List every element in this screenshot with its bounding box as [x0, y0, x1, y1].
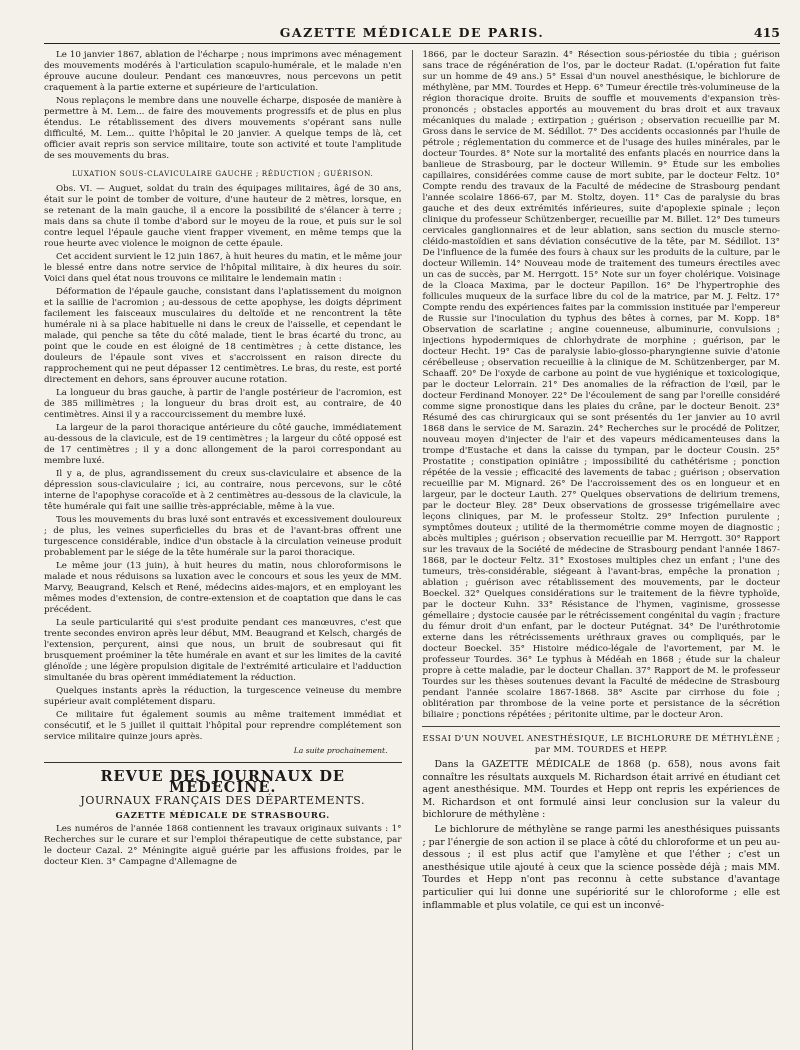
page-number: 415 [753, 25, 780, 40]
revue-subtitle: JOURNAUX FRANÇAIS DES DÉPARTEMENTS. [80, 794, 366, 807]
section-heading: LUXATION SOUS-CLAVICULAIRE GAUCHE ; RÉDUCTION ; GUÉRISON. [72, 169, 374, 178]
divider [422, 726, 780, 727]
journal-section-title: GAZETTE MÉDICALE DE STRASBOURG. [115, 810, 330, 820]
divider [44, 762, 402, 763]
article-authors: par MM. TOURDES et HEPP. [534, 744, 668, 754]
paragraph: Tous les mouvements du bras luxé sont entravés et excessivement douloureux ; de plus, les veines superficielles du bras et de l'avant-bras offrent une turgescence considérable, indice d'un obstacle à la circulation veineuse produit probablement par le siége de la tête humérale sur la paroi thoracique. [44, 515, 402, 558]
paragraph: Les numéros de l'année 1868 contiennent les travaux originaux suivants : 1° Recherches sur le curare et sur l'emploi thérapeutique de cette substance, par le docteur Cazal. 2° Méningite aiguë guérie par les affusions froides, par le docteur Kien. 3° Campagne d'Allemagne de [44, 824, 402, 867]
column-divider [412, 50, 413, 1050]
paragraph: Obs. VI. — Auguet, soldat du train des équipages militaires, âgé de 30 ans, était sur le point de tomber de voiture, d'une hauteur de 2 mètres, lorsque, en se retenant de la main gauche, il a encore la possibilité de s'élancer à terre ; mais dans sa chute il tombe d'abord sur le moyeu de la roue, et puis sur le sol contre lequel l'épaule gauche vient frapper vivement, en même temps que la roue heurte avec violence le moignon de cette épaule. [44, 184, 402, 249]
paragraph: Le 10 janvier 1867, ablation de l'écharpe ; nous imprimons avec ménagement des mouvements modérés à l'articulation scapulo-humérale, et le malade n'en éprouve aucune douleur. Pendant ces manœuvres, nous percevons un petit craquement à la partie externe et supérieure de l'articulation. [44, 50, 402, 93]
paragraph: La seule particularité qui s'est produite pendant ces manœuvres, c'est que trente secondes environ après leur début, MM. Beaugrand et Kelsch, chargés de l'extension, perçurent, ainsi que nous, un bruit de soubresaut qui fit brusquement proéminer la tête humérale en avant et sur les limites de la cavité glénoïde ; une légère propulsion digitale de l'extrémité articulaire et l'adduction simultanée du bras opèrent immédiatement la réduction. [44, 618, 402, 683]
article-title-line: ESSAI D'UN NOUVEL ANESTHÉSIQUE, LE BICHLORURE DE MÉTHYLÈNE ; [422, 733, 780, 743]
paragraph: Le bichlorure de méthylène se range parmi les anesthésiques puissants ; par l'énergie de son action il se place à côté du chloroforme et un peu au-dessous ; il est plus actif que l'amylène et que l'éther ; c'est un anesthésique utile ajouté à ceux que la science possède déjà ; mais MM. Tourdes et Hepp n'ont pas reconnu à cette substance d'avantage particulier qui lui donne une supériorité sur le chloroforme ; elle est inflammable et plus volatile, ce qui est un inconvé- [422, 823, 780, 911]
paragraph: 1866, par le docteur Sarazin. 4° Résection sous-périostée du tibia ; guérison sans trace de régénération de l'os, par le docteur Radat. (L'opération fut faite sur un homme de 49 ans.) 5° Essai d'un nouvel anesthésique, le bichlorure de méthylène, par MM. Tourdes et Hepp. 6° Tumeur érectile très-volumineuse de la région thoracique droite. Bruits de souffle et mouvements d'expansion très-prononcés ; obstacles apportés au mouvement du bras droit et aux travaux mécaniques du malade ; extirpation ; guérison ; observation recueillie par M. Gross dans le service de M. Sédillot. 7° Des accidents occasionnés par l'huile de pétrole ; réglementation du commerce et de l'usage des huiles minérales, par le docteur Tourdes. 8° Note sur la mortalité des enfants placés en nourrice dans la banlieue de Strasbourg, par le docteur Willemin. 9° Étude sur les embolies capillaires, considérées comme cause de mort subite, par le docteur Feltz. 10° Compte rendu des travaux de la Faculté de médecine de Strasbourg pendant l'année scolaire 1866-67, par M. Stoltz, doyen. 11° Cas de paralysie du bras gauche et des deux extrémités inférieures, suite d'apoplexie spinale ; leçon clinique du professeur Schützenberger, recueillie par M. Billet. 12° Des tumeurs cervicales ganglionnaires et de leur ablation, sans section du muscle sterno-cléido-mastoïdien et sans déviation consécutive de la tête, par M. Sédillot. 13° De l'influence de la fumée des fours à chaux sur les produits de la culture, par le docteur Willemin. 14° Nouveau mode de traitement des tumeurs érectiles avec un cas de succès, par M. Herrgott. 15° Note sur un foyer cholérique. Voisinage de la Cloaca Maxima, par le docteur Papillon. 16° De l'hypertrophie des follicules muqueux de la surface libre du col de la matrice, par M. J. Feltz. 17° Compte rendu des expériences faites par la commission instituée par l'empereur de Russie sur l'inoculation du typhus des bêtes à cornes, par M. Kopp. 18° Observation de scarlatine ; angine couenneuse, albuminurie, convulsions ; injections hypodermiques de chlorhydrate de morphine ; guérison, par le docteur Hecht. 19° Cas de paralysie labio-glosso-pharyngienne suivie d'atonie cérébelleuse ; observation recueillie à la clinique de M. Schützenberger, par M. Schaaff. 20° De l'oxyde de carbone au point de vue hygiénique et toxicologique, par le docteur Lelorrain. 21° Des anomalies de la réfraction de l'œil, par le docteur Ferdinand Monoyer. 22° De l'écoulement de sang par l'oreille considéré comme signe pronostique dans les plaies du crâne, par le docteur Benoit. 23° Résumé des cas chirurgicaux qui se sont présentés du 1er janvier au 10 avril 1868 dans le service de M. Sarazin. 24° Recherches sur le procédé de Politzer, nouveau moyen d'injecter de l'air et des vapeurs médicamenteuses dans la trompe d'Eustache et dans la caisse du tympan, par le docteur Cousin. 25° Prostatite ; constipation opiniâtre ; impossibilité du cathétérisme ; ponction répétée de la vessie ; efficacité des lavements de tabac ; guérison ; observation recueillie par M. Mignard. 26° De l'accroissement des os en longueur et en largeur, par le docteur Lauth. 27° Quelques observations de delirium tremens, par le docteur Bley. 28° Deux observations de grossesse trigémellaire avec leçons cliniques, par M. le professeur Stoltz. 29° Infection purulente ; symptômes douteux ; utilité de la thermométrie comme moyen de diagnostic ; abcès multiples ; guérison ; observation recueillie par M. Herrgott. 30° Rapport sur les travaux de la Société de médecine de Strasbourg pendant l'année 1867-1868, par le docteur Feltz. 31° Exostoses multiples chez un enfant ; l'une des tumeurs, très-considérable, siégeant à l'avant-bras, empêche la pronation ; ablation ; guérison avec rétablissement des mouvements, par le docteur Boeckel. 32° Quelques considérations sur le traitement de la fièvre typhoïde, par le docteur Kuhn. 33° Résistance de l'hymen, vaginisme, grossesse gémellaire ; dystocie causée par le rétrécissement congénital du vagin ; fracture du fémur droit d'un enfant, par le docteur Putégnat. 34° De l'uréthrotomie externe dans les rétrécissements uréthraux graves ou compliqués, par le docteur Boeckel. 35° Histoire médico-légale de l'avortement, par M. le professeur Tourdes. 36° Le typhus à Médéah en 1868 ; étude sur la chaleur propre à cette maladie, par le docteur Challan. 37° Rapport de M. le professeur Tourdes sur les thèses soutenues devant la Faculté de médecine de Strasbourg pendant l'année scolaire 1867-1868. 38° Ascite par cirrhose du foie ; oblitération par thrombose de la veine porte et persistance de la sécrétion biliaire ; ponctions répétées ; péritonite ultime, par le docteur Aron. [422, 50, 780, 720]
left-column [44, 50, 402, 1050]
continuation-note: La suite prochainement. [293, 746, 388, 755]
paragraph: Quelques instants après la réduction, la turgescence veineuse du membre supérieur avait complétement disparu. [44, 686, 402, 707]
paragraph: La longueur du bras gauche, à partir de l'angle postérieur de l'acromion, est de 385 millimètres ; la longueur du bras droit est, au contraire, de 40 centimètres. Ainsi il y a raccourcissement du membre luxé. [44, 388, 402, 420]
revue-title: REVUE DES JOURNAUX DE MÉDECINE. [100, 768, 345, 796]
paragraph: La largeur de la paroi thoracique antérieure du côté gauche, immédiatement au-dessous de la clavicule, est de 19 centimètres ; la largeur du côté opposé est de 17 centimètres ; il y a donc allongement de la paroi correspondant au membre luxé. [44, 423, 402, 466]
article-title [422, 733, 780, 755]
page-header [44, 18, 780, 44]
paragraph: Déformation de l'épaule gauche, consistant dans l'aplatissement du moignon et la saillie de l'acromion ; au-dessous de cette apophyse, les doigts dépriment facilement les faisceaux musculaires du deltoïde et ne rencontrent la tête humérale ni à sa place habituelle ni dans le creux de l'aisselle, et cependant le malade, qui penche sa tête du côté malade, tient le bras écarté du tronc, au point que le coude en est éloigné de 18 centimètres ; à cette distance, les douleurs de l'épaule sont vives et s'accroissent en raison directe du rapprochement qui ne peut dépasser 12 centimètres. Le bras, du reste, est porté directement en dehors, sans éprouver aucune rotation. [44, 287, 402, 385]
paragraph: Cet accident survient le 12 juin 1867, à huit heures du matin, et le même jour le blessé entre dans notre service de l'hôpital militaire, à dix heures du soir. Voici dans quel état nous trouvons ce militaire le lendemain matin : [44, 252, 402, 284]
paragraph: Dans la GAZETTE MÉDICALE de 1868 (p. 658), nous avons fait connaître les résultats auxquels M. Richardson était arrivé en étudiant cet agent anesthésique. MM. Tourdes et Hepp ont repris les expériences de M. Richardson et ont formulé ainsi leur conclusion sur la valeur du bichlorure de méthylène : [422, 759, 780, 821]
journal-title: GAZETTE MÉDICALE DE PARIS. [279, 25, 545, 40]
paragraph: Le même jour (13 juin), à huit heures du matin, nous chloroformisons le malade et nous réduisons sa luxation avec le concours et sous les yeux de MM. Marvy, Beaugrand, Kelsch et René, médecins aides-majors, et en employant les mêmes modes d'extension, de contre-extension et de coaptation que dans le cas précédent. [44, 561, 402, 615]
paragraph: Nous replaçons le membre dans une nouvelle écharpe, disposée de manière à permettre à M. Lem... de faire des mouvements progressifs et de plus en plus étendus. Le rétablissement des divers mouvements s'opérant sans nulle difficulté, M. Lem... quitte l'hôpital le 20 janvier. A quelque temps de là, cet officier avait repris son service militaire, toute son activité et toute l'amplitude de ses mouvements du bras. [44, 96, 402, 161]
two-column-body [44, 50, 780, 1050]
paragraph: Ce militaire fut également soumis au même traitement immédiat et consécutif, et le 5 juillet il quittait l'hôpital pour reprendre complétement son service militaire quinze jours après. [44, 710, 402, 742]
right-column [422, 50, 780, 1050]
paragraph: Il y a, de plus, agrandissement du creux sus-claviculaire et absence de la dépression sous-claviculaire ; ici, au contraire, nous percevons, sur le côté interne de l'apophyse coracoïde et à 2 centimètres au-dessous de la clavicule, la tête humérale qui fait une saillie très-appréciable, même à la vue. [44, 469, 402, 512]
